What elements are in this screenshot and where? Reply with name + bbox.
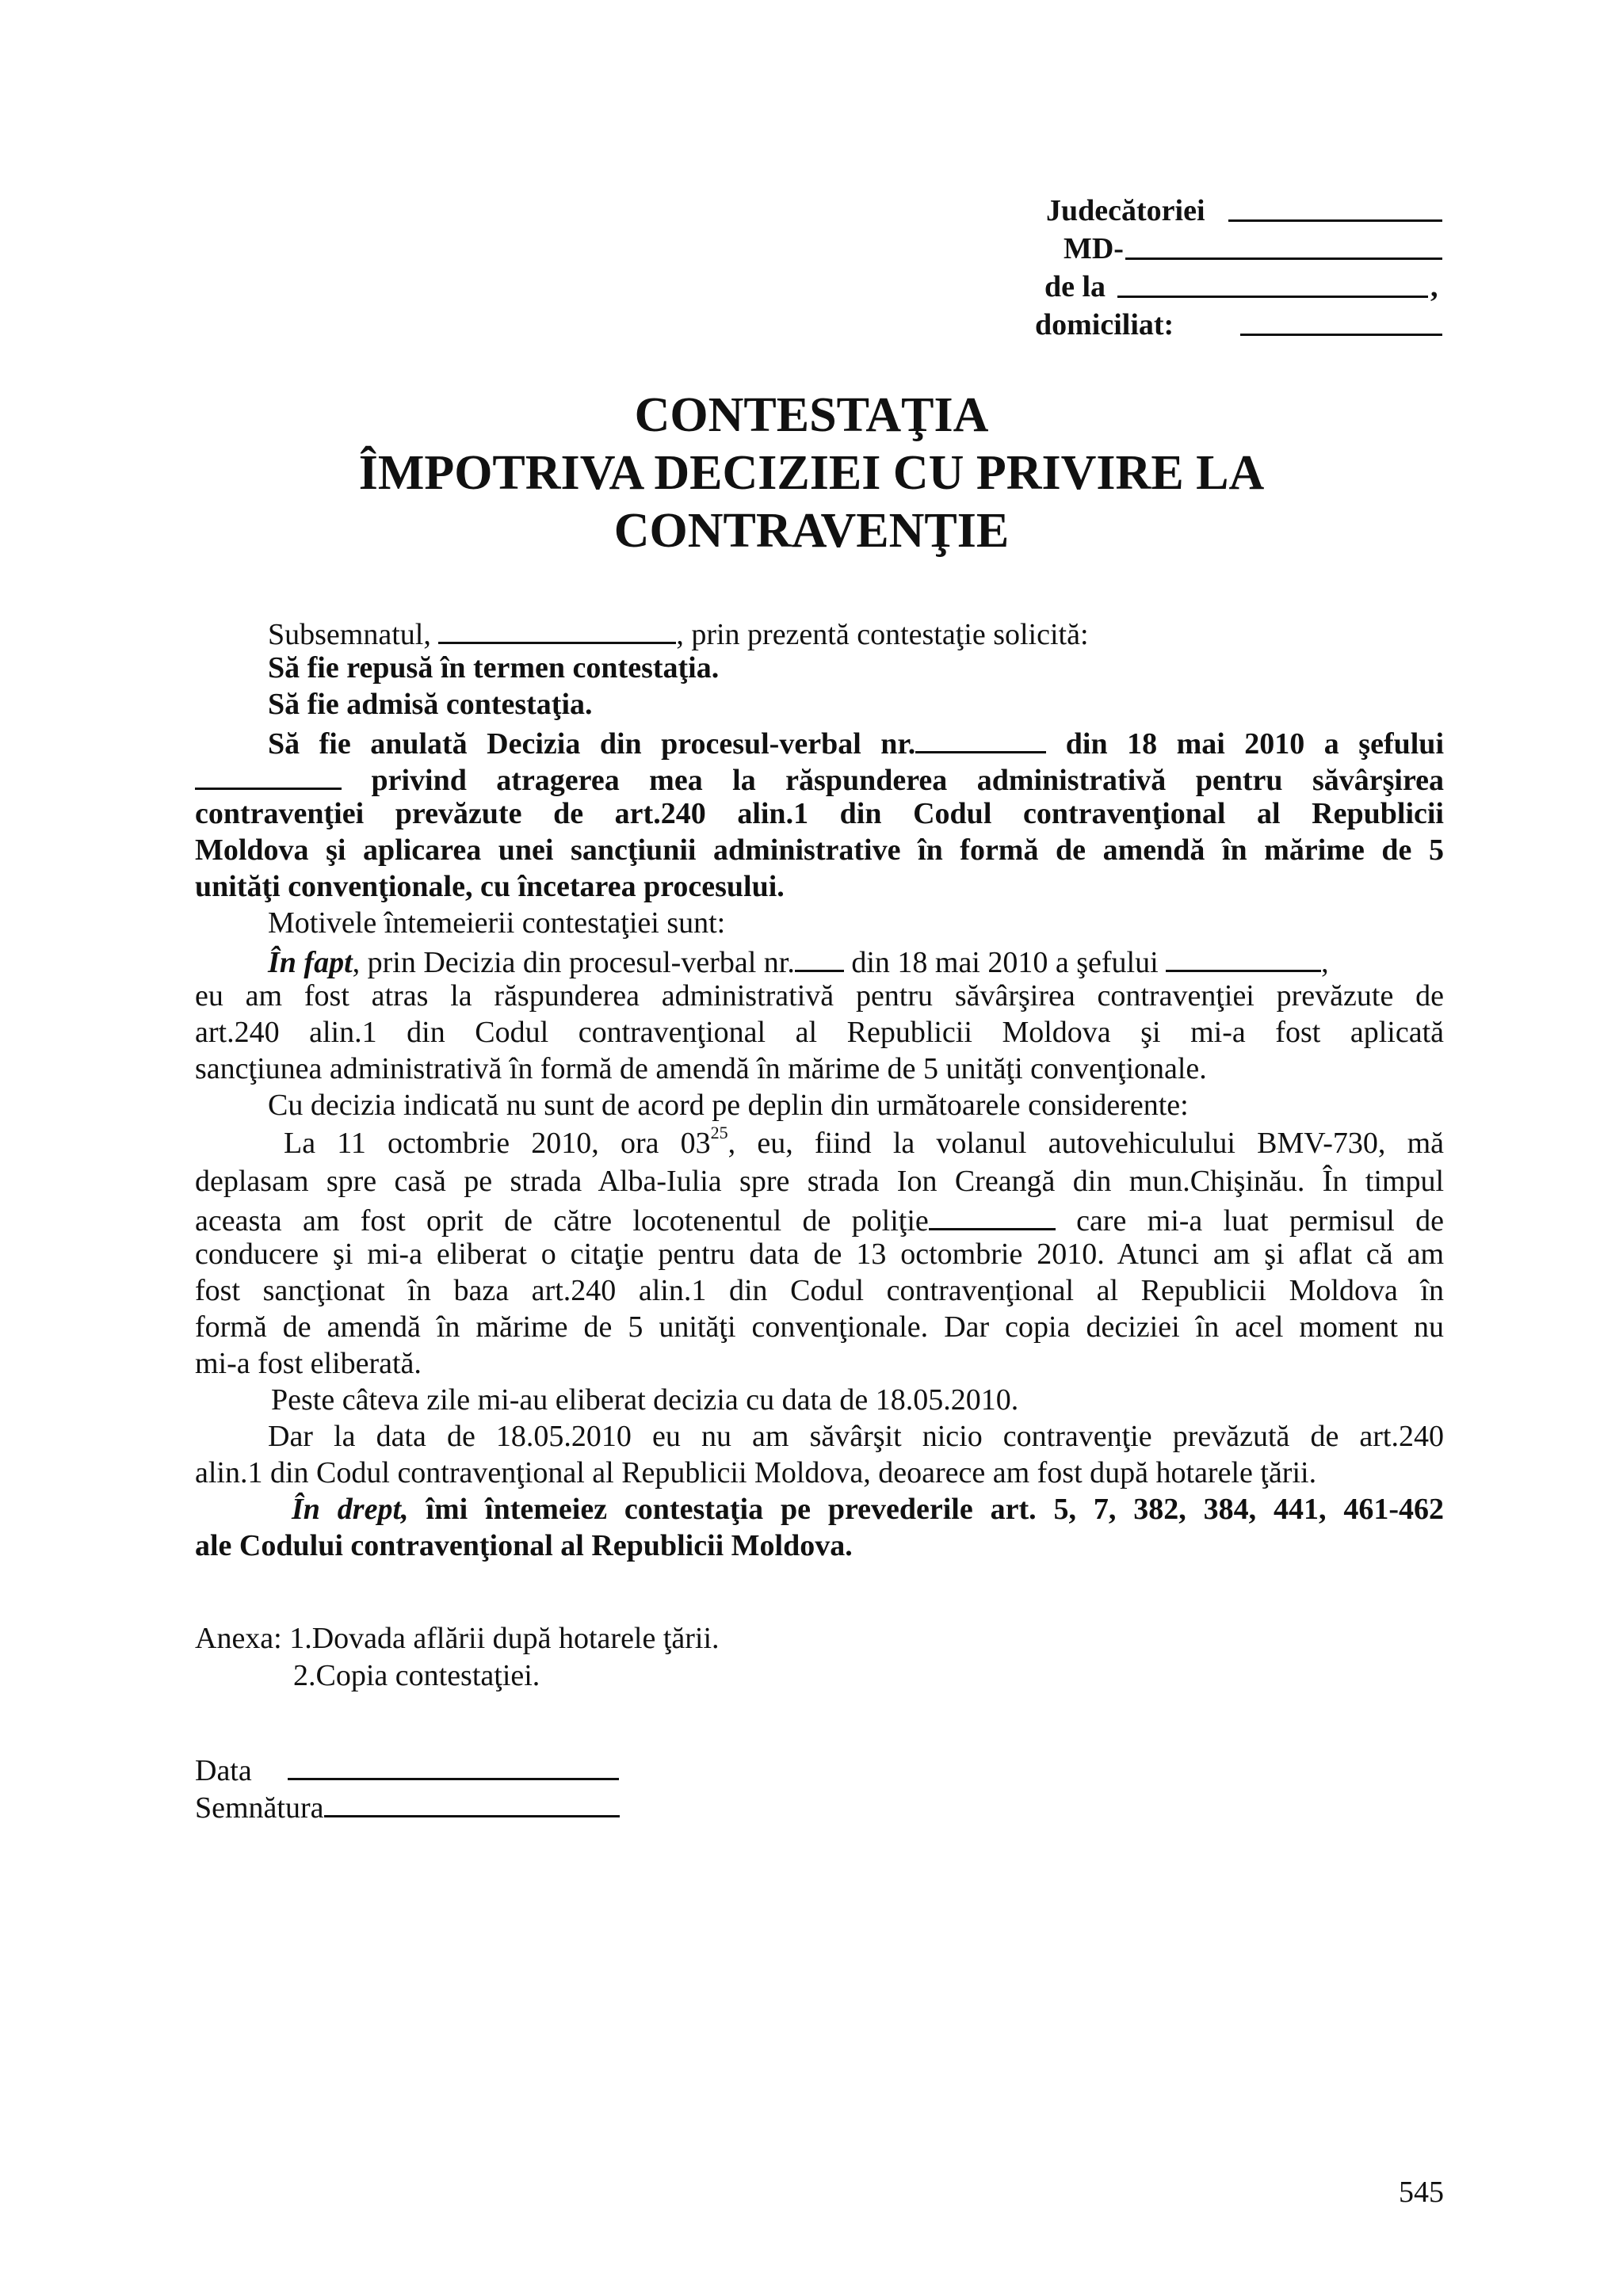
request-item-3-line-1	[195, 723, 1444, 762]
request-item-3-line-3: contravenţiei prevăzute de art.240 alin.1 din Codul contravenţional al Republicii	[195, 797, 1444, 830]
request-item-3-line-4: Moldova şi aplicarea unei sancţiunii administrative în formă de amendă în mărime de 5	[195, 833, 1444, 867]
date-blank	[288, 1749, 619, 1780]
annex-item-2: 2.Copia contestaţiei.	[293, 1659, 540, 1692]
law-text-a: îmi întemeiez contestaţia pe prevederile art. 5, 7, 382, 384, 441, 461-462	[426, 1493, 1444, 1526]
event-line-2: deplasam spre casă pe strada Alba-Iulia spre strada Ion Creangă din mun.Chişinău. În timpul	[195, 1165, 1444, 1198]
fact-line-2: eu am fost atras la răspunderea administrativă pentru săvârşirea contravenţiei prevăzute de	[195, 979, 1444, 1013]
chief-blank	[195, 759, 342, 790]
date-line	[195, 1749, 1444, 1789]
intro-text-a: Subsemnatul,	[268, 618, 431, 652]
fact-line-1	[195, 941, 1444, 981]
fact-line-4: sancţiunea administrativă în formă de amendă în mărime de 5 unităţi convenţionale.	[195, 1052, 1207, 1085]
court-blank	[1228, 219, 1442, 222]
event-text-a: La 11 octombrie 2010, ora 03	[284, 1127, 711, 1160]
fact-pv-blank	[795, 941, 844, 972]
signature-line	[195, 1787, 1444, 1826]
but-line-2: alin.1 din Codul contravenţional al Republicii Moldova, deoarece am fost după hotarele ţării.	[195, 1456, 1317, 1489]
addressee-block	[951, 192, 1442, 344]
request-item-1: Să fie repusă în termen contestaţia.	[268, 651, 720, 685]
court-line	[951, 192, 1442, 230]
event-text-b: , eu, fiind la volanul autovehiculului BMV-730, mă	[727, 1127, 1445, 1160]
law-line-2: ale Codului contravenţional al Republicii Moldova.	[195, 1529, 853, 1562]
intro-text-b: , prin prezentă contestaţie solicită:	[676, 618, 1089, 652]
annex-item-1: 1.Dovada aflării după hotarele ţării.	[289, 1622, 720, 1655]
md-blank	[1125, 257, 1442, 260]
domicile-blank	[1240, 334, 1442, 336]
later-line: Peste câteva zile mi-au eliberat decizia cu data de 18.05.2010.	[271, 1383, 1019, 1417]
from-label: de la	[1044, 270, 1106, 303]
event-line-4: conducere şi mi-a eliberat o citaţie pentru data de 13 octombrie 2010. Atunci am şi aflat că am	[195, 1238, 1444, 1271]
request-item-3-line-5: unităţi convenţionale, cu încetarea procesului.	[195, 870, 785, 903]
fact-label: În fapt	[268, 946, 353, 980]
event-line-6: formă de amendă în mărime de 5 unităţi convenţionale. Dar copia deciziei în acel moment nu	[195, 1310, 1444, 1344]
domicile-line	[951, 306, 1442, 344]
signature-label: Semnătura	[195, 1791, 324, 1825]
law-label: În drept,	[292, 1493, 409, 1526]
intro-line	[195, 613, 1444, 653]
annex-line-1	[195, 1620, 1444, 1657]
from-suffix: ,	[1430, 270, 1438, 303]
annex-label: Anexa:	[195, 1622, 282, 1655]
event-line-1	[195, 1125, 1444, 1161]
fact-text-c: ,	[1321, 946, 1329, 980]
request-item-3-line-2	[195, 759, 1444, 799]
md-line	[951, 230, 1442, 268]
event-line-7: mi-a fost eliberată.	[195, 1347, 422, 1380]
name-blank	[438, 613, 676, 644]
disagree-line: Cu decizia indicată nu sunt de acord pe deplin din următoarele considerente:	[268, 1089, 1189, 1122]
fact-chief-blank	[1166, 941, 1321, 972]
law-line-1	[195, 1491, 1444, 1527]
md-label: MD-	[1064, 232, 1124, 265]
motives-heading: Motivele întemeierii contestaţiei sunt:	[268, 906, 726, 940]
fact-line-3: art.240 alin.1 din Codul contravenţional al Republicii Moldova şi mi-a fost aplicată	[195, 1016, 1444, 1049]
event-line-3-text-a: aceasta am fost oprit de către locotenentul de poliţie	[195, 1204, 929, 1238]
title-line-2: ÎMPOTRIVA DECIZIEI CU PRIVIRE LA	[358, 446, 1265, 500]
but-line-1: Dar la data de 18.05.2010 eu nu am săvârşit nicio contravenţie prevăzută de art.240	[268, 1420, 1444, 1453]
from-line	[951, 268, 1442, 306]
fact-text-a: , prin Decizia din procesul-verbal nr.	[352, 946, 795, 980]
date-label: Data	[195, 1754, 252, 1788]
event-line-3-text-b: care mi-a luat permisul de	[1076, 1204, 1445, 1238]
event-time-superscript: 25	[710, 1123, 728, 1142]
request-item-2: Să fie admisă contestaţia.	[268, 688, 593, 721]
event-line-3	[195, 1199, 1444, 1239]
officer-blank	[929, 1199, 1056, 1230]
page-number: 545	[1399, 2176, 1444, 2209]
fact-text-b: din 18 mai 2010 a şefului	[851, 946, 1159, 980]
title-line-1: CONTESTAŢIA	[634, 388, 989, 442]
court-label: Judecătoriei	[1046, 194, 1205, 227]
item3-text-b: din 18 mai 2010 a şefului	[1065, 727, 1444, 761]
signature-blank	[324, 1787, 620, 1817]
title-line-3: CONTRAVENŢIE	[613, 504, 1010, 558]
domicile-label: domiciliat:	[1035, 308, 1174, 341]
document-title	[0, 387, 1623, 560]
from-blank	[1117, 296, 1428, 298]
item3-text-c: privind atragerea mea la răspunderea administrativă pentru săvârşirea	[371, 764, 1444, 798]
pv-number-blank	[915, 723, 1046, 753]
event-line-5: fost sancţionat în baza art.240 alin.1 din Codul contravenţional al Republicii Moldova în	[195, 1274, 1444, 1307]
item3-text-a: Să fie anulată Decizia din procesul-verbal nr.	[268, 727, 916, 761]
